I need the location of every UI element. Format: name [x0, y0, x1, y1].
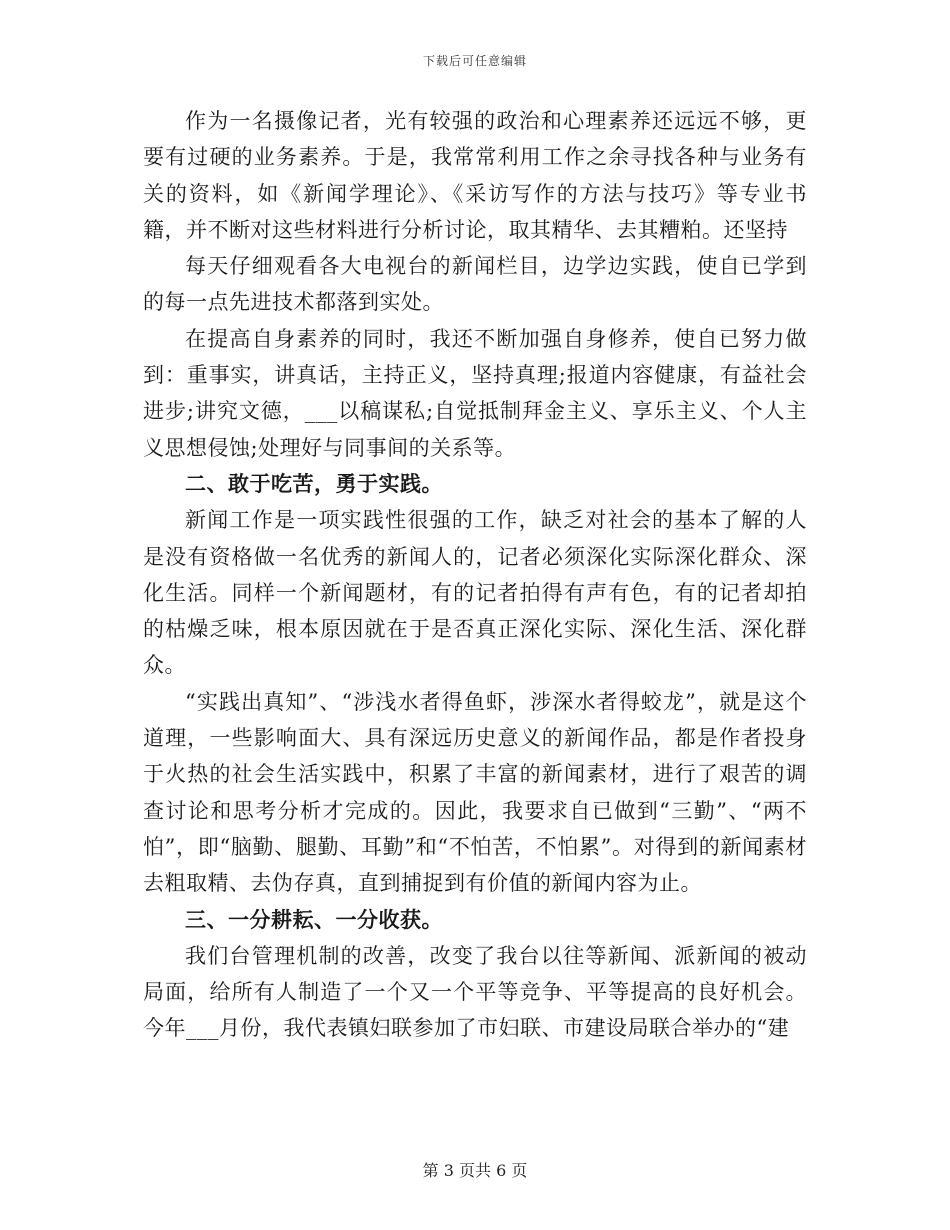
- paragraph-6: 我们台管理机制的改善，改变了我台以往等新闻、派新闻的被动局面，给所有人制造了一个又一个平等竞争、平等提高的良好机会。今年___月份，我代表镇妇联参加了市妇联、市建设局联合举办的“建: [143, 943, 807, 1041]
- section-heading-2: 二、敢于吃苦，勇于实践。: [185, 470, 443, 496]
- paragraph-2: 每天仔细观看各大电视台的新闻栏目，边学边实践，使自已学到的每一点先进技术都落到实处。: [143, 254, 807, 315]
- paragraph-4: 新闻工作是一项实践性很强的工作，缺乏对社会的基本了解的人是没有资格做一名优秀的新闻人的，记者必须深化实际深化群众、深化生活。同样一个新闻题材，有的记者拍得有声有色，有的记者却拍的枯燥乏味，根本原因就在于是否真正深化实际、深化生活、深化群众。: [143, 508, 807, 678]
- page-number: 第 3 页共 6 页: [422, 1161, 528, 1180]
- paragraph-5: “实践出真知”、“涉浅水者得鱼虾，涉深水者得蛟龙”，就是这个道理，一些影响面大、具有深远历史意义的新闻作品，都是作者投身于火热的社会生活实践中，积累了丰富的新闻素材，进行了艰苦的调查讨论和思考分析才完成的。因此，我要求自已做到“三勤”、“两不怕”，即“脑勤、腿勤、耳勤”和“不怕苦，不怕累”。对得到的新闻素材去粗取精、去伪存真，直到捕捉到有价值的新闻内容为止。: [143, 689, 807, 896]
- document-body: [143, 103, 807, 1047]
- section-heading-3: 三、一分耕耘、一分收获。: [185, 906, 443, 932]
- page-header: 下载后可任意编辑: [422, 54, 527, 68]
- paragraph-3: 在提高自身素养的同时，我还不断加强自身修养，使自已努力做到：重事实，讲真话，主持正义，坚持真理;报道内容健康，有益社会进步;讲究文德，___以稿谋私;自觉抵制拜金主义、享乐主义、个人主义思想侵蚀;处理好与同事间的关系等。: [143, 326, 807, 460]
- paragraph-1: 作为一名摄像记者，光有较强的政治和心理素养还远远不够，更要有过硬的业务素养。于是，我常常利用工作之余寻找各种与业务有关的资料，如《新闻学理论》、《采访写作的方法与技巧》等专业书籍，并不断对这些材料进行分析讨论，取其精华、去其糟粕。还坚持: [143, 109, 807, 242]
